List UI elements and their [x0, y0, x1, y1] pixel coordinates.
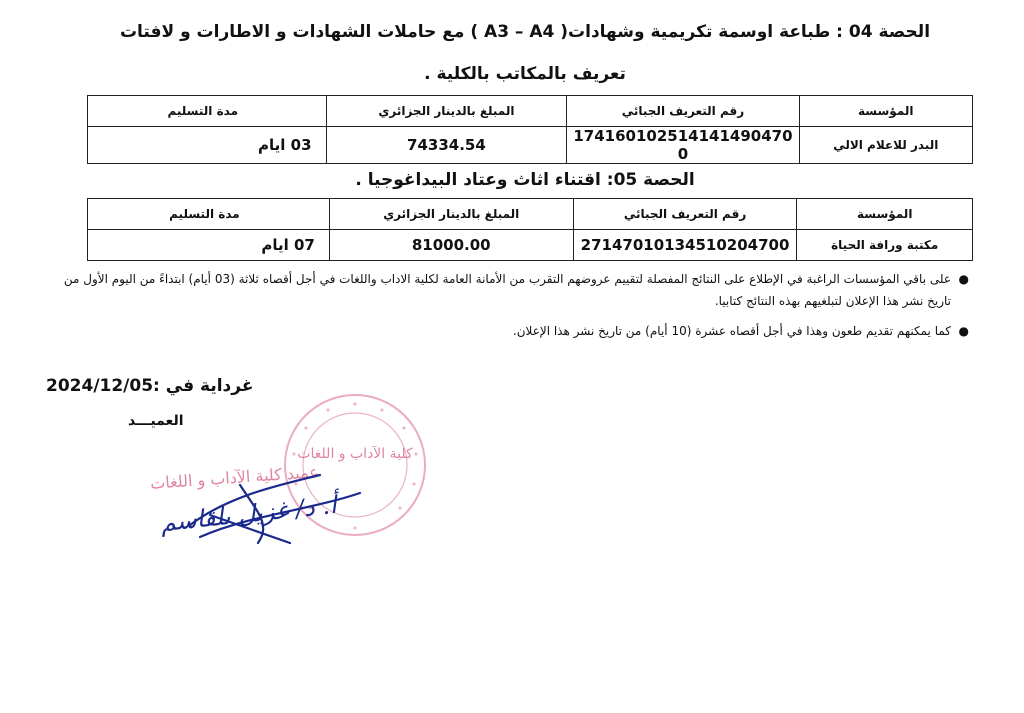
lot04-heading-continued: تعريف بالمكاتب بالكلية . [424, 64, 626, 84]
lot04-results-table [87, 95, 973, 164]
cell-amount: 81000.00 [329, 230, 573, 261]
table-row [88, 230, 973, 261]
header-amount: المبلغ بالدينار الجزائري [329, 199, 573, 230]
lot05-results-table [87, 198, 973, 261]
stamp-center-text: كلية الآداب و اللغات [297, 446, 413, 462]
table-header-row [88, 96, 973, 127]
table-header-row [88, 199, 973, 230]
note-text: على باقي المؤسسات الراغبة في الإطلاع على النتائج المفصلة لتقييم عروضهم التقرب من الأمانة العامة لكلية الاداب واللغات في أجل أقصاه ثلاثة (03 أيام) ابتداءً من اليوم الأول من تاريخ نشر هذا الإعلان لتبلغيهم بهذه النتائج كتابيا. [63, 272, 951, 308]
bullet-icon: ● [958, 324, 969, 338]
header-tax-id: رقم التعريف الجبائي [567, 96, 799, 127]
note-text: كما يمكنهم تقديم طعون وهذا في أجل أقصاه عشرة (10 أيام) من تاريخ نشر هذا الإعلان. [512, 324, 951, 338]
notes-list [49, 268, 969, 350]
header-institution: المؤسسة [799, 96, 972, 127]
cell-delivery: 03 ايام [88, 127, 327, 164]
cell-amount: 74334.54 [326, 127, 567, 164]
bullet-icon: ● [958, 272, 969, 286]
header-amount: المبلغ بالدينار الجزائري [326, 96, 567, 127]
header-delivery: مدة التسليم [88, 199, 330, 230]
cell-institution: البدر للاعلام الالي [799, 127, 972, 164]
lot05-heading: الحصة 05: اقتناء اثاث وعتاد البيداغوجيا . [355, 170, 695, 190]
table-row [88, 127, 973, 164]
signature-name: أ. د/ غزيل بلقاسم [159, 490, 338, 538]
cell-tax-id: 271470101345102047​00 [573, 230, 797, 261]
header-institution: المؤسسة [797, 199, 973, 230]
lot04-heading: الحصة 04 : طباعة اوسمة تكريمية وشهادات( A3 – A4 ) مع حاملات الشهادات و الاطارات و لافتات [119, 22, 931, 42]
list-item [49, 320, 969, 342]
cell-tax-id: 174160102514141490470​0 [567, 127, 799, 164]
stamp-label: عميد كلية الآداب و اللغات [149, 462, 320, 493]
list-item [49, 268, 969, 312]
header-delivery: مدة التسليم [88, 96, 327, 127]
header-tax-id: رقم التعريف الجبائي [573, 199, 797, 230]
cell-delivery: 07 ايام [88, 230, 330, 261]
dean-title: العميـــد [128, 413, 184, 429]
cell-institution: مكتبة ورافة الحياة [797, 230, 973, 261]
place-date: غرداية في :2024/12/05 [46, 376, 254, 396]
